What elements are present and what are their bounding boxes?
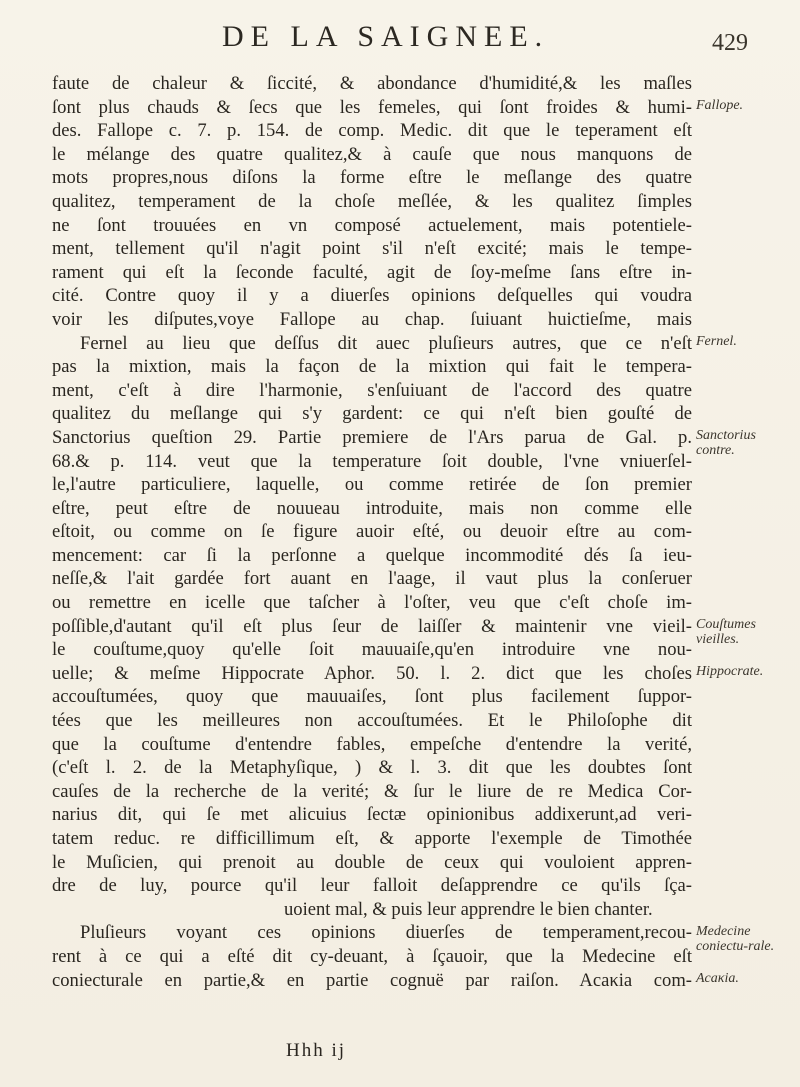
text-line: uelle; & meſme Hippocrate Aphor. 50. l. 2. dict que les choſes — [52, 662, 692, 684]
signature-mark: Hhh ij — [286, 1040, 347, 1061]
margin-note: Medecine coniectu-rale. — [696, 923, 775, 954]
text-line: accouſtumées, quoy que mauuaiſes, ſont plus facilement ſuppor- — [52, 686, 692, 708]
text-line: Fernel au lieu que deſſus dit auec pluſieurs autres, que ce n'eſt — [80, 332, 692, 354]
text-line: le mélange des quatre qualitez,& à cauſe que nous manquons de — [52, 143, 692, 165]
text-line: le couſtume,quoy qu'elle ſoit mauuaiſe,qu'en introduire vne nou- — [52, 639, 692, 661]
text-line: ment, tellement qu'il n'agit point s'il n'eſt excité; mais le tempe- — [52, 238, 692, 260]
text-line: voir les diſputes,voye Fallope au chap. ſuiuant huictieſme, mais — [52, 308, 692, 330]
text-line: eſtre, peut eſtre de nouueau introduite, mais non comme elle — [52, 497, 692, 519]
text-line: dre de luy, pource qu'il leur falloit deſapprendre ce qu'ils ſça- — [52, 875, 692, 897]
text-line: que la couſtume d'entendre fables, empeſche d'entendre la verité, — [52, 733, 692, 755]
page-number: 429 — [712, 30, 748, 56]
text-line: poſſible,d'autant qu'il eſt plus ſeur de laiſſer & maintenir vne vieil- — [52, 615, 692, 637]
text-line: cauſes de la recherche de la verité; & ſur le liure de re Medica Cor- — [52, 780, 692, 802]
text-line: Sanctorius queſtion 29. Partie premiere de l'Ars parua de Gal. p. — [52, 426, 692, 448]
margin-note: Fernel. — [696, 333, 737, 349]
text-line: tatem reduc. re difficillimum eſt, & apporte l'exemple de Timothée — [52, 828, 692, 849]
margin-note: Couſtumes vieilles. — [696, 616, 756, 647]
text-line: ne ſont trouuées en vn composé actuelement, mais potentiele- — [52, 214, 692, 236]
text-line: narius dit, qui ſe met alicuius ſectæ opinionibus addixerunt,ad veri- — [52, 804, 692, 826]
text-line: ou remettre en icelle que taſcher à l'oſter, veu que c'eſt choſe im- — [52, 592, 692, 614]
text-line: qualitez, temperament de la choſe meſlée, & les qualitez ſimples — [52, 190, 692, 212]
margin-note: Fallope. — [696, 97, 744, 113]
text-line: neſſe,& l'ait gardée fort auant en l'aage, il vaut plus la conſeruer — [52, 568, 692, 590]
text-line: 68.& p. 114. veut que la temperature ſoit double, l'vne vniuerſel- — [52, 450, 692, 472]
text-line: pas la mixtion, mais la façon de la mixtion qui fait le tempera- — [52, 356, 692, 378]
text-line: mencement: car ſi la perſonne a quelque incommodité dés ſa ieu- — [52, 544, 692, 566]
text-line: cité. Contre quoy il y a diuerſes opinions deſquelles qui voudra — [52, 285, 692, 307]
text-line: eſtoit, ou comme on ſe figure auoir eſté, ou deuoir eſtre au com- — [52, 521, 692, 543]
text-line: ment, c'eſt à dire l'harmonie, s'enſuiuant de l'accord des quatre — [52, 379, 692, 401]
text-line: coniecturale en partie,& en partie cognuë par raiſon. Acaκia com- — [52, 969, 692, 991]
text-line: faute de chaleur & ſiccité, & abondance d'humidité,& les maſles — [52, 73, 692, 94]
margin-note: Sanctorius contre. — [696, 428, 756, 458]
text-line: rent à ce qui a eſté dit cy-deuant, à ſçauoir, que la Medecine eſt — [52, 945, 692, 967]
text-line: qualitez du meſlange qui s'y gardent: ce qui n'eſt bien gouſté de — [52, 403, 692, 425]
text-line: Pluſieurs voyant ces opinions diuerſes de temperament,recou- — [80, 922, 692, 944]
body-text — [52, 72, 692, 992]
text-line: tées que les meilleures non accouſtumées. Et le Philoſophe dit — [52, 710, 692, 732]
text-line: (c'eſt l. 2. de la Metaphyſique, ) & l. 3. dit que les doubtes ſont — [52, 757, 692, 779]
text-line: mots propres,nous diſons la forme eſtre le meſlange des quatre — [52, 167, 692, 189]
text-line: ſont plus chauds & ſecs que les femeles, qui ſont froides & humi- — [52, 96, 692, 118]
margin-note: Acaκia. — [696, 970, 739, 986]
text-line: rament qui eſt la ſeconde faculté, agit de ſoy-meſme ſans eſtre in- — [52, 261, 692, 283]
text-line: le,l'autre particuliere, laquelle, ou comme retirée de ſon premier — [52, 474, 692, 496]
text-line: des. Fallope c. 7. p. 154. de comp. Medic. dit que le teperament eſt — [52, 120, 692, 142]
text-line: uoient mal, & puis leur apprendre le bien chanter. — [284, 898, 653, 920]
margin-note: Hippocrate. — [696, 664, 764, 679]
running-head: DE LA SAIGNEE. — [222, 20, 550, 53]
text-line: le Muſicien, qui prenoit au double de ceux qui vouloient appren- — [52, 851, 692, 873]
